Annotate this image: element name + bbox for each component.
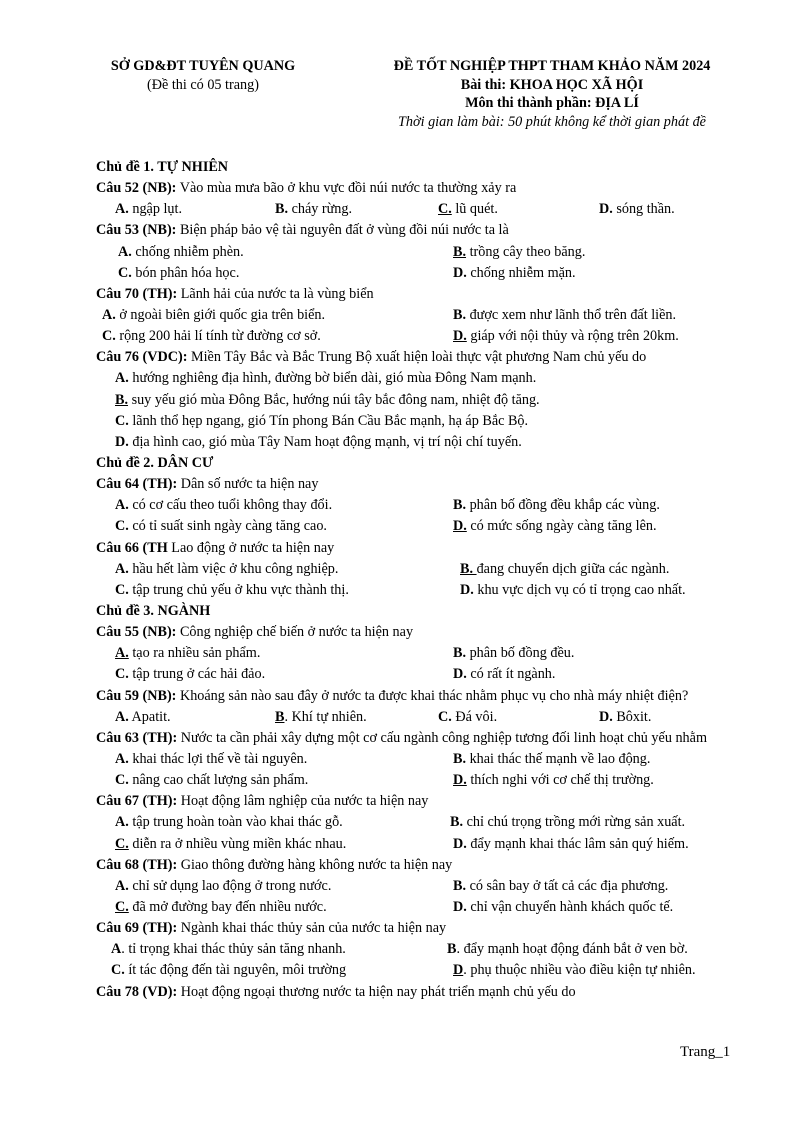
option-text: khai thác thế mạnh về lao động. [466, 750, 651, 767]
option-text: địa hình cao, gió mùa Tây Nam hoạt động mạnh, vị trí nội chí tuyến. [128, 433, 522, 450]
option-text: tạo ra nhiều sản phẩm. [128, 645, 261, 662]
question-text: Miền Tây Bắc và Bắc Trung Bộ xuất hiện loài thực vật phương Nam chủ yếu do [187, 349, 647, 366]
option-letter: C. [111, 962, 125, 979]
answer-option [118, 242, 244, 263]
answer-options-row [96, 263, 738, 284]
answer-option [115, 812, 343, 833]
option-letter: B. [460, 560, 477, 577]
option-letter: A. [118, 243, 132, 260]
answer-option [453, 876, 668, 897]
question-number: Câu 67 (TH): [96, 793, 178, 810]
answer-option [115, 664, 265, 685]
answer-option [115, 432, 522, 453]
question-number: Câu 76 (VDC): [96, 349, 188, 366]
exam-component: Môn thi thành phần: ĐỊA LÍ [465, 95, 639, 111]
answer-option [453, 664, 555, 685]
option-letter: C. [115, 898, 129, 915]
option-text: phân bố đồng đều. [466, 645, 575, 662]
answer-option-correct [275, 707, 367, 728]
question [96, 622, 738, 643]
option-text: chỉ sử dụng lao động ở trong nước. [128, 877, 332, 894]
option-letter: C. [115, 412, 129, 429]
option-letter: D. [453, 898, 467, 915]
option-letter: D. [453, 518, 467, 535]
answer-option [111, 960, 346, 981]
option-text: tập trung ở các hải đảo. [128, 666, 266, 683]
option-text: rộng 200 hải lí tính từ đường cơ sở. [115, 328, 321, 345]
answer-options-row [96, 559, 738, 580]
answer-option-correct [115, 834, 346, 855]
question-text: Biện pháp bảo vệ tài nguyên đất ở vùng đồi núi nước ta là [176, 222, 509, 239]
answer-option [115, 411, 528, 432]
option-letter: B. [453, 877, 467, 894]
option-letter: B. [450, 814, 464, 831]
question-text: Khoáng sản nào sau đây ở nước ta được khai thác nhằm phục vụ cho nhà máy nhiệt điện? [176, 687, 689, 704]
answer-options-row [96, 897, 738, 918]
option-text: Apatit. [128, 708, 171, 725]
answer-options-row [96, 305, 738, 326]
option-text: hướng nghiêng địa hình, đường bờ biển dài, gió mùa Đông Nam mạnh. [128, 370, 537, 387]
answer-option [453, 495, 660, 516]
option-text: đang chuyển dịch giữa các ngành. [476, 560, 670, 577]
answer-options-row [96, 664, 738, 685]
answer-option-correct [453, 242, 585, 263]
option-text: diễn ra ở nhiều vùng miền khác nhau. [128, 835, 347, 852]
answer-option-correct [115, 897, 327, 918]
question-number: Câu 63 (TH): [96, 729, 178, 746]
option-letter: A. [115, 201, 129, 218]
option-letter: C. [102, 328, 116, 345]
question-text: Hoạt động ngoại thương nước ta hiện nay phát triển mạnh chủ yếu do [177, 983, 576, 1000]
option-letter: D. [453, 835, 467, 852]
answer-options-row [96, 432, 738, 453]
option-letter: D. [453, 772, 467, 789]
header-right [360, 57, 744, 131]
answer-option [111, 939, 346, 960]
header-left [88, 57, 318, 94]
answer-option [115, 707, 171, 728]
option-letter: B. [115, 391, 129, 408]
question [96, 791, 738, 812]
option-text: chống nhiễm phèn. [131, 243, 244, 260]
exam-content [96, 157, 738, 1003]
answer-option-correct [453, 326, 679, 347]
option-text: chống nhiễm mặn. [466, 264, 576, 281]
answer-option [275, 199, 352, 220]
answer-option [453, 897, 673, 918]
option-letter: B. [453, 243, 467, 260]
option-text: có sân bay ở tất cả các địa phương. [466, 877, 669, 894]
question [96, 474, 738, 495]
option-letter: D [453, 962, 464, 979]
question-text: Vào mùa mưa bão ở khu vực đồi núi nước ta thường xảy ra [176, 180, 517, 197]
question [96, 855, 738, 876]
question [96, 686, 738, 707]
answer-options-row [96, 707, 738, 728]
answer-option-correct [453, 960, 696, 981]
option-text: tập trung hoàn toàn vào khai thác gỗ. [128, 814, 343, 831]
answer-option [453, 749, 650, 770]
question-number: Câu 68 (TH): [96, 856, 178, 873]
option-text: phân bố đồng đều khắp các vùng. [466, 497, 660, 514]
option-letter: D. [599, 708, 613, 725]
option-letter: D. [453, 666, 467, 683]
answer-options-row [96, 939, 738, 960]
answer-option [453, 643, 574, 664]
topic-heading: Chủ đề 2. DÂN CƯ [96, 454, 214, 471]
question [96, 220, 738, 241]
option-letter: D. [599, 201, 613, 218]
option-letter: B. [453, 306, 467, 323]
question-text: Công nghiệp chế biến ở nước ta hiện nay [176, 624, 414, 641]
answer-options-row [96, 411, 738, 432]
answer-options-row [96, 199, 738, 220]
question-text: Giao thông đường hàng không nước ta hiện nay [177, 856, 453, 873]
option-text: khai thác lợi thế về tài nguyên. [128, 750, 308, 767]
answer-option-correct [453, 516, 657, 537]
option-text: hầu hết làm việc ở khu công nghiệp. [128, 560, 339, 577]
answer-options-row [96, 368, 738, 389]
option-text: khu vực dịch vụ có tỉ trọng cao nhất. [473, 581, 686, 598]
answer-options-row [96, 495, 738, 516]
option-letter: D. [453, 264, 467, 281]
option-text: ít tác động đến tài nguyên, môi trường [124, 962, 347, 979]
option-text: . phụ thuộc nhiều vào điều kiện tự nhiên. [463, 962, 696, 979]
answer-option [102, 326, 321, 347]
option-text: đã mở đường bay đến nhiều nước. [128, 898, 327, 915]
exam-subject: Bài thi: KHOA HỌC XÃ HỘI [460, 76, 644, 93]
option-text: đẩy mạnh khai thác lâm sản quý hiếm. [466, 835, 689, 852]
answer-option-correct [460, 559, 669, 580]
option-text: chỉ vận chuyển hành khách quốc tế. [466, 898, 674, 915]
answer-option [447, 939, 688, 960]
answer-option-correct [438, 199, 498, 220]
answer-options-row [96, 242, 738, 263]
option-text: có rất ít ngành. [466, 666, 556, 683]
option-text: . Khí tự nhiên. [284, 708, 367, 725]
option-text: thích nghi với cơ chế thị trường. [466, 772, 654, 789]
page-number: Trang_1 [680, 1044, 731, 1060]
option-text: ở ngoài biên giới quốc gia trên biển. [115, 306, 326, 323]
option-text: tập trung chủ yếu ở khu vực thành thị. [128, 581, 349, 598]
option-letter: B [447, 941, 457, 958]
answer-option [599, 199, 675, 220]
question-number: Câu 52 (NB): [96, 180, 177, 197]
option-letter: B [275, 708, 285, 725]
option-text: Đá vôi. [451, 708, 498, 725]
question [96, 728, 738, 749]
question-number: Câu 66 (TH [96, 539, 168, 556]
option-letter: C. [118, 264, 132, 281]
option-text: nâng cao chất lượng sản phẩm. [128, 772, 309, 789]
option-text: có cơ cấu theo tuổi không thay đổi. [128, 497, 333, 514]
answer-option [115, 495, 332, 516]
option-letter: B. [453, 497, 467, 514]
answer-options-row [96, 770, 738, 791]
option-letter: B. [275, 201, 289, 218]
option-letter: B. [453, 645, 467, 662]
question [96, 982, 738, 1003]
option-letter: D. [453, 328, 467, 345]
answer-options-row [96, 960, 738, 981]
exam-time: Thời gian làm bài: 50 phút không kể thời gian phát đề [398, 113, 706, 130]
option-text: . tỉ trọng khai thác thủy sản tăng nhanh. [121, 941, 346, 958]
answer-option [115, 368, 536, 389]
option-text: trồng cây theo băng. [466, 243, 586, 260]
option-text: cháy rừng. [288, 201, 353, 218]
option-letter: A. [115, 497, 129, 514]
question-number: Câu 64 (TH): [96, 476, 178, 493]
question-number: Câu 53 (NB): [96, 222, 177, 239]
question-text: Nước ta cần phải xây dựng một cơ cấu ngành công nghiệp tương đối linh hoạt chủ yếu nhằm [177, 729, 707, 746]
option-letter: C. [115, 835, 129, 852]
option-text: có tỉ suất sinh ngày càng tăng cao. [128, 518, 327, 535]
answer-options-row [96, 812, 738, 833]
option-text: suy yếu gió mùa Đông Bắc, hướng núi tây bắc đông nam, nhiệt độ tăng. [128, 391, 540, 408]
answer-option [115, 770, 308, 791]
answer-option-correct [115, 643, 260, 664]
question-text: Hoạt động lâm nghiệp của nước ta hiện nay [177, 793, 429, 810]
answer-option [450, 812, 685, 833]
option-text: ngập lụt. [128, 201, 182, 218]
option-letter: B. [453, 750, 467, 767]
option-letter: A. [115, 645, 129, 662]
question [96, 178, 738, 199]
option-text: lũ quét. [451, 201, 498, 218]
question-number: Câu 70 (TH): [96, 285, 178, 302]
answer-options-row [96, 643, 738, 664]
question-text: Dân số nước ta hiện nay [177, 476, 319, 493]
answer-options-row [96, 516, 738, 537]
topic-heading: Chủ đề 1. TỰ NHIÊN [96, 159, 229, 175]
department-name: SỞ GD&ĐT TUYÊN QUANG [110, 58, 296, 74]
option-letter: C. [115, 518, 129, 535]
option-letter: A. [115, 750, 129, 767]
answer-options-row [96, 390, 738, 411]
option-letter: D. [460, 581, 474, 598]
option-text: . đẩy mạnh hoạt động đánh bắt ở ven bờ. [456, 941, 688, 958]
question-number: Câu 78 (VD): [96, 983, 178, 1000]
answer-option-correct [115, 390, 540, 411]
question [96, 918, 738, 939]
answer-option [118, 263, 239, 284]
answer-options-row [96, 326, 738, 347]
answer-option [115, 876, 331, 897]
question [96, 538, 738, 559]
answer-option [115, 516, 327, 537]
page-count-note: (Đề thi có 05 trang) [147, 76, 259, 93]
question-number: Câu 55 (NB): [96, 624, 177, 641]
answer-option [115, 559, 338, 580]
option-text: sóng thần. [612, 201, 675, 218]
option-letter: C. [115, 581, 129, 598]
answer-option [599, 707, 651, 728]
option-text: chỉ chú trọng trồng mới rừng sản xuất. [463, 814, 686, 831]
option-text: lãnh thổ hẹp ngang, gió Tín phong Bán Cầu Bắc mạnh, hạ áp Bắc Bộ. [128, 412, 529, 429]
answer-option [453, 305, 676, 326]
question-number: Câu 69 (TH): [96, 920, 178, 937]
answer-options-row [96, 876, 738, 897]
option-letter: A. [102, 306, 116, 323]
option-letter: A. [115, 370, 129, 387]
answer-option [438, 707, 497, 728]
option-text: Bôxit. [612, 708, 652, 725]
option-letter: C. [115, 772, 129, 789]
answer-option [453, 263, 576, 284]
answer-option [102, 305, 325, 326]
option-letter: C. [438, 201, 452, 218]
question [96, 284, 738, 305]
answer-option-correct [453, 770, 654, 791]
answer-option [115, 199, 182, 220]
answer-option [115, 580, 349, 601]
question-text: Lãnh hải của nước ta là vùng biển [177, 285, 374, 302]
answer-options-row [96, 749, 738, 770]
answer-option [460, 580, 686, 601]
option-letter: D. [115, 433, 129, 450]
option-text: bón phân hóa học. [131, 264, 240, 281]
answer-option [115, 749, 307, 770]
option-letter: A. [115, 877, 129, 894]
question-text: Lao động ở nước ta hiện nay [167, 539, 335, 556]
option-letter: C. [115, 666, 129, 683]
question-text: Ngành khai thác thủy sản của nước ta hiện nay [177, 920, 447, 937]
option-letter: A [111, 941, 122, 958]
answer-options-row [96, 580, 738, 601]
option-text: được xem như lãnh thổ trên đất liền. [466, 306, 677, 323]
option-text: giáp với nội thủy và rộng trên 20km. [466, 328, 679, 345]
option-letter: A. [115, 708, 129, 725]
question [96, 347, 738, 368]
option-letter: A. [115, 814, 129, 831]
answer-options-row [96, 834, 738, 855]
answer-option [453, 834, 689, 855]
topic-heading: Chủ đề 3. NGÀNH [96, 602, 211, 619]
option-letter: A. [115, 560, 129, 577]
exam-title: ĐỀ TỐT NGHIỆP THPT THAM KHẢO NĂM 2024 [393, 58, 711, 74]
option-letter: C. [438, 708, 452, 725]
question-number: Câu 59 (NB): [96, 687, 177, 704]
option-text: có mức sống ngày càng tăng lên. [466, 518, 657, 535]
